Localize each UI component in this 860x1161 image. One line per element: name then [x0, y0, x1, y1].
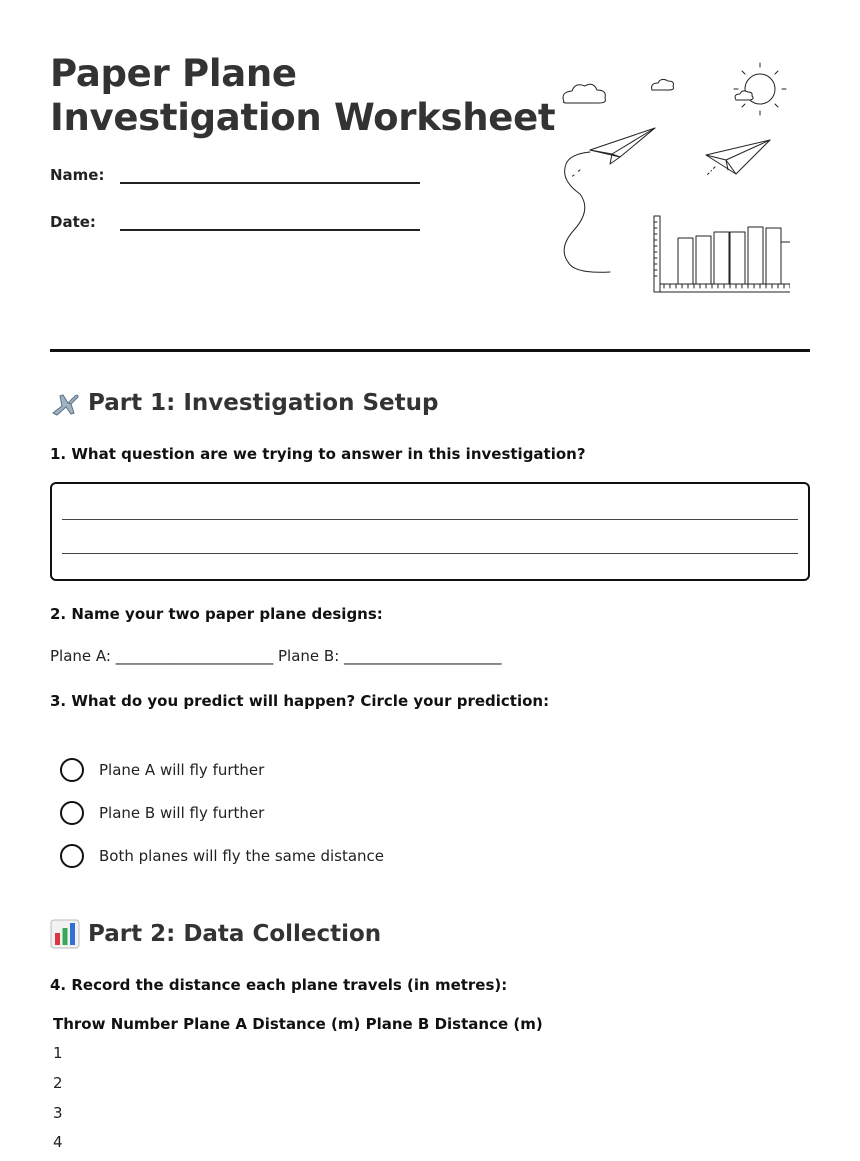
name-label: Name:: [50, 166, 105, 184]
table-row: 1: [53, 1044, 63, 1062]
question-2: 2. Name your two paper plane designs:: [50, 605, 383, 623]
ruler-icon: [654, 216, 660, 292]
name-field: [50, 166, 104, 184]
date-field: [50, 213, 96, 231]
answer-line-1[interactable]: [62, 519, 798, 520]
paper-plane-icon-right: [706, 140, 770, 176]
table-row: 4: [53, 1133, 63, 1151]
title-line-2: Investigation Worksheet: [50, 96, 556, 139]
question-1: 1. What question are we trying to answer in this investigation?: [50, 445, 586, 463]
date-answer-line[interactable]: [120, 229, 420, 231]
paper-plane-icon-left: [590, 128, 655, 164]
cloud-icon: [563, 84, 605, 103]
worksheet-title: [50, 52, 555, 140]
flight-path: [564, 152, 610, 272]
prediction-option-a[interactable]: [60, 758, 264, 782]
header-divider: [50, 349, 810, 352]
small-cloud-icon: [652, 79, 674, 90]
table-row: 2: [53, 1074, 63, 1092]
radio-circle[interactable]: [60, 758, 84, 782]
table-row: 3: [53, 1104, 63, 1122]
title-line-1: Paper Plane: [50, 52, 297, 95]
part1-heading: [50, 388, 438, 418]
answer-line-2[interactable]: [62, 553, 798, 554]
worksheet-page: [50, 0, 810, 1161]
part2-heading-text: Part 2: Data Collection: [88, 921, 382, 947]
plane-names-line[interactable]: Plane A: _____________________ Plane B: _____________________: [50, 647, 502, 665]
table-header: Throw Number Plane A Distance (m) Plane B Distance (m): [53, 1015, 543, 1033]
question-3: 3. What do you predict will happen? Circle your prediction:: [50, 692, 550, 710]
name-answer-line[interactable]: [120, 182, 420, 184]
prediction-option-same[interactable]: [60, 844, 384, 868]
prediction-option-b[interactable]: [60, 801, 264, 825]
paper-plane-illustration: [550, 62, 790, 302]
option-label: Plane B will fly further: [99, 804, 265, 822]
part1-heading-text: Part 1: Investigation Setup: [88, 390, 439, 416]
question-4: 4. Record the distance each plane travels (in metres):: [50, 976, 508, 994]
bar-chart-icon: [50, 919, 80, 949]
airplane-icon: [50, 388, 80, 418]
radio-circle[interactable]: [60, 844, 84, 868]
date-label: Date:: [50, 213, 96, 231]
radio-circle[interactable]: [60, 801, 84, 825]
option-label: Both planes will fly the same distance: [99, 847, 385, 865]
bar-chart-sketch: [660, 227, 790, 292]
sun-icon-drawn: [734, 63, 786, 115]
part2-heading: [50, 919, 381, 949]
question-1-answer-box[interactable]: [50, 482, 810, 581]
option-label: Plane A will fly further: [99, 761, 265, 779]
